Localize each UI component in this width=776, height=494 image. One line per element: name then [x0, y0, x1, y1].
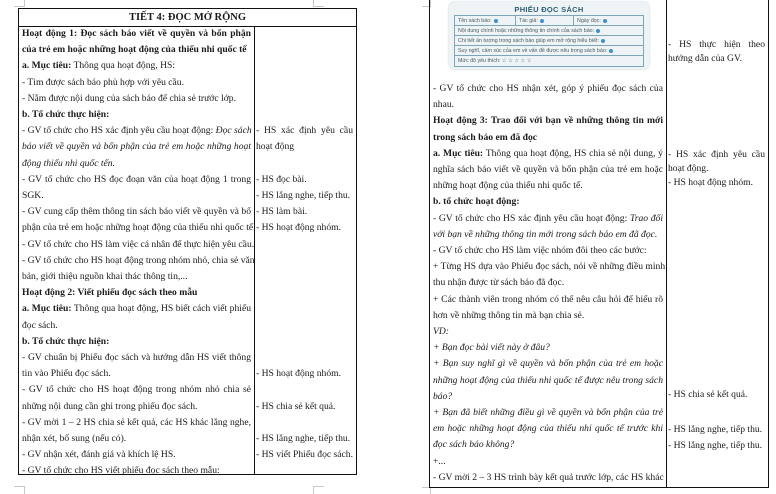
text-line: - GV tổ chức cho HS nhận xét, góp ý phiếu đọc sách của — [433, 83, 663, 94]
text-line: - Tìm được sách báo phù hợp với yêu cầu. — [22, 76, 184, 88]
reading-card-grid — [454, 15, 644, 67]
text-line: những nội dung cần ghi trong phiếu đọc sách. — [22, 400, 198, 412]
reading-card-image — [449, 2, 649, 69]
text-line: - HS xác định yêu cầu — [668, 149, 765, 160]
text-line: +... — [433, 455, 446, 467]
text-line: phận của trẻ em hoặc những hoạt động của thiếu nhi quốc tế. — [22, 222, 256, 234]
text-line: - HS làm bài. — [256, 206, 308, 218]
bullet-dot-icon — [603, 19, 607, 23]
text-line — [22, 302, 251, 315]
text-line — [22, 59, 251, 72]
text-lead: - GV tổ chức cho HS xác định yêu cầu hoạt động: — [433, 212, 630, 224]
date-read-field: Ngày đọc: — [577, 18, 601, 24]
text-rest: Thông qua hoạt động, HS biết cách viết phiếu — [71, 303, 251, 315]
text-line: hoạt động. — [668, 163, 709, 174]
text-rest: Thông qua hoạt động, HS: — [71, 60, 176, 72]
text-line: báo viết về quyền và bổn phận của trẻ em hoặc những hoạt — [22, 141, 251, 153]
text-line: động thiếu nhi quốc tến. — [22, 157, 115, 169]
text-line: đọc sách. — [22, 319, 58, 331]
text-line: - HS lắng nghe, tiếp thu. — [668, 424, 763, 435]
text-line: - HS hoạt động nhóm. — [256, 222, 342, 234]
text-line: + Bạn đọc bài viết này ở đâu? — [433, 342, 550, 354]
bullet-dot-icon — [494, 19, 498, 23]
text-line: - GV nhận xét, đánh giá và khích lệ HS. — [22, 449, 176, 461]
thoughts-field: Suy nghĩ, cảm xúc của em về vấn đề được nêu trong sách báo: — [458, 48, 608, 54]
text-line: hơn về những thông tin mà bạn chia sẻ. — [433, 309, 585, 321]
text-line: những hoạt động của thiếu nhi quốc tế được nêu trong sách — [433, 374, 663, 386]
reading-card-row — [455, 36, 643, 46]
text-line: của trẻ em hoặc những hoạt động của thiếu nhi quốc tế — [22, 44, 247, 56]
lesson-table-left — [18, 8, 357, 475]
text-line: bản, giới thiệu nguồn khai thác thông tin,... — [22, 271, 188, 282]
text-line: - HS chia sẻ kết quả. — [668, 389, 748, 400]
text-line: Hoạt động 3: Trao đổi với bạn về những thông tin mới — [433, 115, 663, 127]
text-line: em hoặc những hoạt động của thiếu nhi quốc tế trước khi — [433, 423, 663, 435]
page-margin-mark — [14, 0, 25, 7]
rating-stars-field: Mức độ yêu thích: ☆ ☆ ☆ ☆ ☆ — [458, 58, 532, 64]
text-line: - GV mời 2 – 3 HS trình bày kết quả trước lớp, các HS khác — [433, 471, 664, 483]
text-line: - HS hoạt động nhóm. — [668, 177, 754, 188]
text-line: - HS viết Phiếu đọc sách. — [256, 449, 353, 461]
text-line: Hoạt động 1: Đọc sách báo viết về quyền và bổn phận — [22, 28, 251, 39]
text-lead: a. Mục tiêu: — [22, 303, 72, 315]
text-rest: Đọc sách — [215, 125, 252, 137]
student-activities-column — [253, 26, 356, 474]
text-line: - GV tổ chức cho HS đọc đoạn văn của hoạt động 1 trong — [22, 173, 251, 185]
right-page — [396, 0, 776, 493]
bullet-dot-icon — [609, 49, 613, 53]
text-line: - GV mời 1 – 2 HS chia sẻ kết quả, các HS khác lắng nghe, — [22, 416, 251, 428]
page-margin-mark — [313, 0, 324, 7]
teacher-activities-column — [430, 0, 667, 487]
text-line: trong sách báo em đã đọc — [433, 131, 538, 143]
text-line: - HS lắng nghe, tiếp thu. — [256, 433, 351, 444]
text-line: + Các thành viên trong nhóm có thể nêu câu hỏi để hiểu rõ — [433, 293, 663, 305]
text-line: nhau. — [433, 99, 455, 111]
text-line: tin vào Phiếu đọc sách. — [22, 368, 111, 380]
text-line: đọc sách báo không? — [433, 439, 515, 451]
text-lead: a. Mục tiêu: — [433, 147, 484, 159]
bullet-dot-icon — [601, 39, 605, 43]
author-field: Tác giả: — [519, 18, 538, 24]
text-line: với bạn về những thông tin mới trong sách báo em đã đọc. — [433, 228, 658, 240]
reading-card-row — [455, 26, 643, 36]
author-cell — [515, 16, 573, 25]
text-line: b. tổ chức hoạt động: — [433, 196, 520, 208]
text-line: - HS hoạt động nhóm. — [256, 368, 342, 380]
text-line: hướng dẫn của GV. — [668, 53, 743, 64]
text-line: báo? — [433, 390, 453, 402]
text-line: nghĩa sách báo viết về quyền và bổn phận của trẻ em hoặc — [433, 164, 663, 175]
text-line: thu nhận được từ sách báo đã đọc. — [433, 277, 565, 289]
reading-card-title: PHIẾU ĐỌC SÁCH — [514, 5, 584, 14]
text-line: VD: — [433, 326, 449, 337]
student-activities-column — [665, 0, 768, 487]
text-line: - GV tổ chức cho HS làm việc nhóm đôi theo các bước: — [433, 245, 647, 256]
text-line: + Bạn suy nghĩ gì về quyền và bổn phận của trẻ em hoặc — [433, 358, 663, 370]
text-line: - HS lắng nghe, tiếp thu. — [668, 440, 763, 451]
text-line: những hoạt động của thiếu nhi quốc tế. — [433, 180, 583, 192]
impressive-detail-field: Chi tiết ấn tượng trong sách báo giúp em mở rộng hiểu biết: — [458, 38, 599, 44]
lesson-title: TIẾT 4: ĐỌC MỞ RỘNG — [19, 9, 356, 27]
text-line: - GV tổ chức cho HS hoạt động trong nhóm nhỏ chia sẻ — [22, 384, 251, 396]
text-rest: Trao đổi — [629, 212, 664, 224]
reading-card-row — [455, 56, 643, 66]
text-line: - HS đọc bài. — [256, 173, 307, 185]
text-line: - HS lắng nghe, tiếp thu. — [256, 190, 351, 201]
text-line: b. Tổ chức thực hiện: — [22, 335, 110, 347]
left-page — [0, 0, 380, 493]
text-line — [433, 212, 663, 225]
text-line: hoạt động — [256, 141, 295, 153]
text-line: Hoạt động 2: Viết phiếu đọc sách theo mẫu — [22, 287, 198, 299]
reading-card-row — [455, 16, 643, 26]
text-line: b. Tổ chức thực hiện: — [22, 109, 110, 120]
main-content-field: Nội dung chính hoặc những thông tin chính của sách báo: — [458, 28, 595, 34]
text-line: - GV chuẩn bị Phiếu đọc sách và hướng dẫn HS viết thông — [22, 352, 251, 363]
reading-card-row — [455, 46, 643, 56]
text-line: + Từng HS dựa vào Phiếu đọc sách, nói về những điều mình — [433, 261, 666, 273]
book-name-field: Tên sách báo: — [458, 18, 492, 24]
lesson-table-right — [429, 0, 769, 488]
text-line — [433, 147, 663, 160]
text-lead: - GV tổ chức cho HS xác định yêu cầu hoạt động: — [22, 125, 216, 137]
teacher-activities-column — [19, 26, 256, 477]
bullet-dot-icon — [596, 29, 600, 33]
text-line: - GV tổ chức cho HS viết phiếu đọc sách theo mẫu: — [22, 465, 220, 477]
text-line: - GV cung cấp thêm thông tin sách báo viết về quyền và bổ — [22, 206, 251, 218]
text-line: - Nắm được nội dung của sách báo để chia sẻ trước lớp. — [22, 92, 236, 104]
text-line: nhận xét, bổ sung (nếu có). — [22, 433, 127, 444]
text-line: + Bạn đã biết những điều gì về quyền và bổn phận của trẻ — [433, 407, 663, 418]
text-line: - HS xác định yêu cầu — [256, 125, 353, 137]
date-cell — [573, 16, 643, 25]
bullet-dot-icon — [540, 19, 544, 23]
text-line: - GV tổ chức cho HS làm việc cá nhân để thực hiện yêu cầu. — [22, 238, 255, 250]
text-line: SGK. — [22, 190, 44, 201]
text-line — [22, 124, 251, 137]
text-line: - HS thực hiện theo — [668, 39, 765, 50]
text-line: - HS chia sẻ kết quả. — [256, 400, 336, 412]
text-line: - GV tổ chức cho HS hoạt động trong nhóm nhỏ, chia sẻ văn — [22, 254, 255, 266]
text-rest: Thông qua hoạt động, HS chia sẻ nội dung, ý — [483, 147, 663, 159]
text-lead: a. Mục tiêu: — [22, 60, 72, 72]
